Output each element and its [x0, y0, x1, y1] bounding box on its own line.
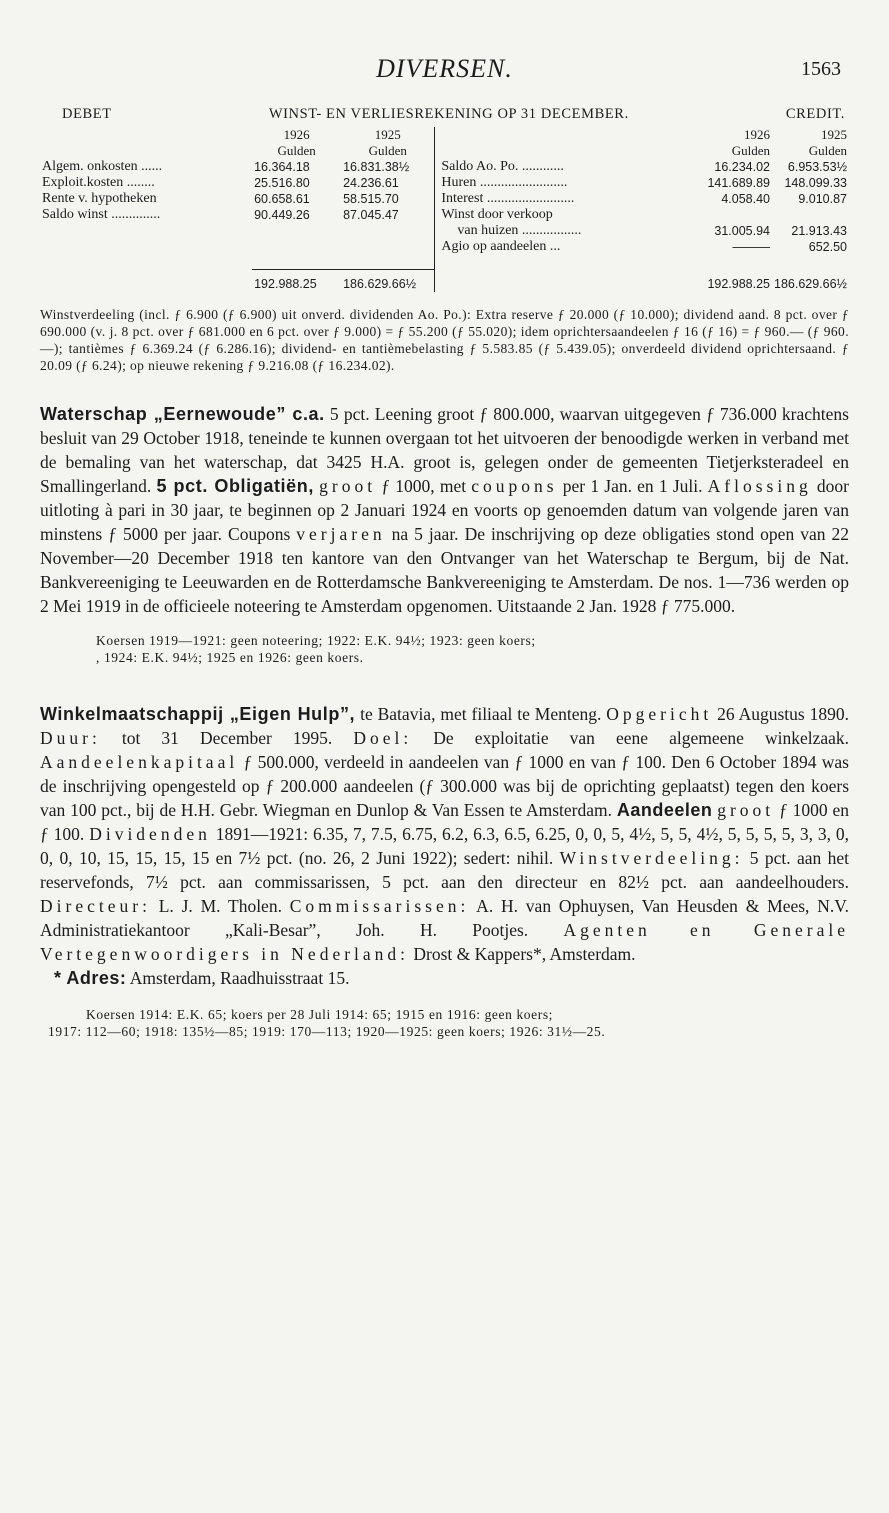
winkel-entry [40, 702, 849, 1040]
running-head [40, 48, 849, 88]
spaced-word: Agenten en Generale Vertegenwoordigers in Nederland: [40, 920, 849, 964]
spaced-word: verjaren [296, 524, 386, 544]
aandeelen-label: Aandeelen [616, 800, 713, 820]
koersen-line: Koersen 1919—1921: geen noteering; 1922: E.K. 94½; 1923: geen koers; [96, 633, 536, 648]
total-left-1925: 186.629.66½ [341, 270, 435, 293]
year-header: 1925 [341, 127, 435, 143]
debet-item: Exploit.kosten ........ [42, 175, 155, 190]
unit-header: Gulden [341, 143, 435, 159]
spaced-word: Doel: [353, 728, 413, 748]
debet-item: Algem. onkosten ...... [42, 159, 163, 174]
credit-item: Winst door verkoop [441, 207, 553, 222]
credit-1925: 148.099.33 [784, 176, 847, 190]
unit-header: Gulden [808, 143, 847, 158]
credit-1926: 16.234.02 [714, 160, 770, 174]
entry-text: Drost & Kappers*, Amsterdam. [409, 944, 636, 964]
entry-text: ƒ 1000, met [376, 476, 472, 496]
spaced-word: groot [319, 476, 377, 496]
credit-label: CREDIT. [785, 106, 845, 122]
adres-label: * Adres: [54, 968, 127, 988]
entry-text: 26 Augustus 1890. [712, 704, 850, 724]
debet-1926: 25.516.80 [254, 176, 310, 190]
credit-1925: 652.50 [808, 240, 847, 254]
debet-1926: 90.449.26 [254, 208, 310, 222]
account-row [40, 223, 849, 239]
debet-item: Rente v. hypotheken [42, 191, 157, 206]
entry-text: A. H. van Ophuysen, Van Heusden & Mees, N.V. Administratiekantoor „Kali-Besar”, Joh. H. Pootjes. [40, 896, 849, 940]
entry-text: L. J. M. Tholen. [150, 896, 290, 916]
credit-item: Interest ......................... [441, 191, 575, 206]
year-header: 1925 [821, 127, 847, 142]
debet-item: Saldo winst .............. [42, 207, 161, 222]
waterschap-koersen [40, 632, 849, 666]
debet-1925: 58.515.70 [341, 191, 435, 207]
spaced-word: Aflossing [707, 476, 812, 496]
credit-item: Huren ......................... [441, 175, 568, 190]
account-title: WINST- EN VERLIESREKENING OP 31 DECEMBER. [268, 106, 629, 122]
obligatien-label: 5 pct. Obligatiën, [156, 476, 314, 496]
credit-1926 [681, 207, 772, 223]
entry-text: 1891—1921: 6.35, 7, 7.5, 6.75, 6.2, 6.3, 6.5, 6.25, 0, 0, 5, 4½, 5, 5, 4½, 5, 5, 5, 5, 3, 3, 0, 0, 0, 10, 15, 15, 15, 15 en 7½ pct. (no. 26, 2 Juni 1922); sedert: nihil. [40, 824, 850, 868]
account-row [40, 159, 849, 175]
account-row [40, 191, 849, 207]
winkel-koersen [40, 1006, 849, 1040]
unit-header: Gulden [731, 143, 770, 158]
debet-1925: 87.045.47 [341, 207, 435, 223]
entry-text: per 1 Jan. en 1 Juli. [557, 476, 708, 496]
spaced-word: Directeur: [40, 896, 151, 916]
debet-1925: 24.236.61 [341, 175, 435, 191]
account-row [40, 175, 849, 191]
unit-header-row [40, 143, 849, 159]
entry-text: De exploitatie van eene algemeene winkelzaak. [412, 728, 849, 748]
page-number: 1563 [801, 58, 841, 80]
account-totals-row [40, 270, 849, 293]
waterschap-entry [40, 402, 849, 666]
spaced-word: Winstverdeeling: [559, 848, 744, 868]
account-row [40, 239, 849, 255]
waterschap-name: Waterschap „Eernewoude” c.a. [40, 404, 325, 424]
spaced-word: Opgericht [606, 704, 713, 724]
running-title: DIVERSEN. [376, 54, 513, 83]
profit-loss-account [40, 106, 849, 292]
entry-text: ƒ 1000 en ƒ 100. [40, 800, 850, 844]
spaced-word: coupons [471, 476, 558, 496]
spaced-word: Aandeelenkapitaal [40, 752, 239, 772]
credit-1926: 141.689.89 [707, 176, 770, 190]
winkel-name: Winkelmaatschappij „Eigen Hulp”, [40, 704, 356, 724]
total-left-1926: 192.988.25 [252, 270, 341, 293]
credit-1925: 6.953.53½ [787, 160, 847, 174]
year-header: 1926 [283, 127, 310, 142]
account-row [40, 207, 849, 223]
credit-1926: 31.005.94 [714, 224, 770, 238]
winstverdeeling-text: Winstverdeeling (incl. ƒ 6.900 (ƒ 6.900) uit onverd. dividenden Ao. Po.): Extra reserve ƒ 20.000 (ƒ 10.000); dividend aand. 8 pct. over ƒ 690.000 (v. j. 8 pct. over ƒ 681.000 en 6 pct. over ƒ 9.000) = ƒ 55.200 (ƒ 55.020); idem oprichtersaandeelen ƒ 16 (ƒ 16) = ƒ 960.— (ƒ 960.—); tantièmes ƒ 6.369.24 (ƒ 6.286.16); dividend- en tantièmebelasting ƒ 5.583.85 (ƒ 5.439.05); onverdeeld dividend oprichtersaand. ƒ 20.09 (ƒ 6.24); op nieuwe rekening ƒ 9.216.08 (ƒ 16.234.02). [40, 307, 849, 373]
entry-text: ƒ 500.000, verdeeld in aandeelen van ƒ 1000 en van ƒ 100. Den 6 October 1894 was de inschrijving opengesteld op ƒ 200.000 aandeelen (ƒ 300.000 was bij de oprichting geplaatst) tegen den koers van 100 pct., bij de H.H. Gebr. Wiegman en Dunlop & Van Essen te Amsterdam. [40, 752, 849, 820]
koersen-line: , 1924: E.K. 94½; 1925 en 1926: geen koers. [96, 650, 364, 665]
entry-text: 5 pct. aan het reservefonds, 7½ pct. aan commissarissen, 5 pct. aan den directeur en 82½ pct. aan aandeelhouders. [40, 848, 849, 892]
debet-label: DEBET [62, 106, 112, 122]
entry-text: 5 pct. Leening groot ƒ 800.000, waarvan uitgegeven ƒ 736.000 krachtens besluit van 29 October 1918, teneinde te kunnen overgaan tot het uitvoeren der benoodigde werken in verband met de bemaling van het waterschap, dat 3425 H.A. groot is, gelegen onder de gemeenten Tietjerksteradeel en Smallingerland. [40, 404, 849, 496]
adres-text: Amsterdam, Raadhuisstraat 15. [126, 968, 350, 988]
entry-text: tot 31 December 1995. [100, 728, 354, 748]
year-header-row [40, 127, 849, 143]
koersen-line: Koersen 1914: E.K. 65; koers per 28 Juli 1914: 65; 1915 en 1916: geen koers; [86, 1007, 554, 1022]
entry-text: na 5 jaar. De inschrijving op deze obligaties stond open van 22 November—20 December 1918 ten kantore van den Ontvanger van het Waterschap te Bergum, bij de Nat. Bankvereeniging te Leeuwarden en de Rotterdamsche Bankvereeniging te Amsterdam. De nos. 1—736 werden op 2 Mei 1919 in de officieele noteering te Amsterdam opgenomen. Uitstaande 2 Jan. 1928 ƒ 775.000. [40, 524, 849, 616]
spaced-word: groot [717, 800, 775, 820]
credit-1926: 4.058.40 [721, 192, 770, 206]
unit-header: Gulden [277, 143, 316, 158]
entry-text: door uitloting à pari in 30 jaar, te beginnen op 2 Januari 1924 en voorts op genoemden datum van volgende jaren van minstens ƒ 5000 per jaar. Coupons [40, 476, 850, 544]
credit-1925 [772, 207, 849, 223]
debet-1926: 60.658.61 [254, 192, 310, 206]
debet-1926: 16.364.18 [254, 160, 310, 174]
credit-1925: 9.010.87 [798, 192, 847, 206]
credit-item: van huizen ................. [457, 223, 582, 238]
credit-1926: ——— [732, 240, 770, 254]
koersen-line: 1917: 112—60; 1918: 135½—85; 1919: 170—113; 1920—1925: geen koers; 1926: 31½—25. [48, 1024, 606, 1039]
debet-1925: 16.831.38½ [341, 159, 435, 175]
credit-1925: 21.913.43 [791, 224, 847, 238]
account-heading [40, 106, 849, 123]
credit-item: Agio op aandeelen ... [441, 239, 561, 254]
entry-text: te Batavia, met filiaal te Menteng. [355, 704, 607, 724]
account-table [40, 127, 849, 292]
spaced-word: Dividenden [89, 824, 211, 844]
spaced-word: Commissarissen: [289, 896, 470, 916]
year-header: 1926 [744, 127, 770, 142]
total-right-1926: 192.988.25 [707, 276, 770, 291]
spaced-word: Duur: [40, 728, 101, 748]
credit-item: Saldo Ao. Po. ............ [441, 159, 564, 174]
total-right-1925: 186.629.66½ [774, 276, 847, 291]
